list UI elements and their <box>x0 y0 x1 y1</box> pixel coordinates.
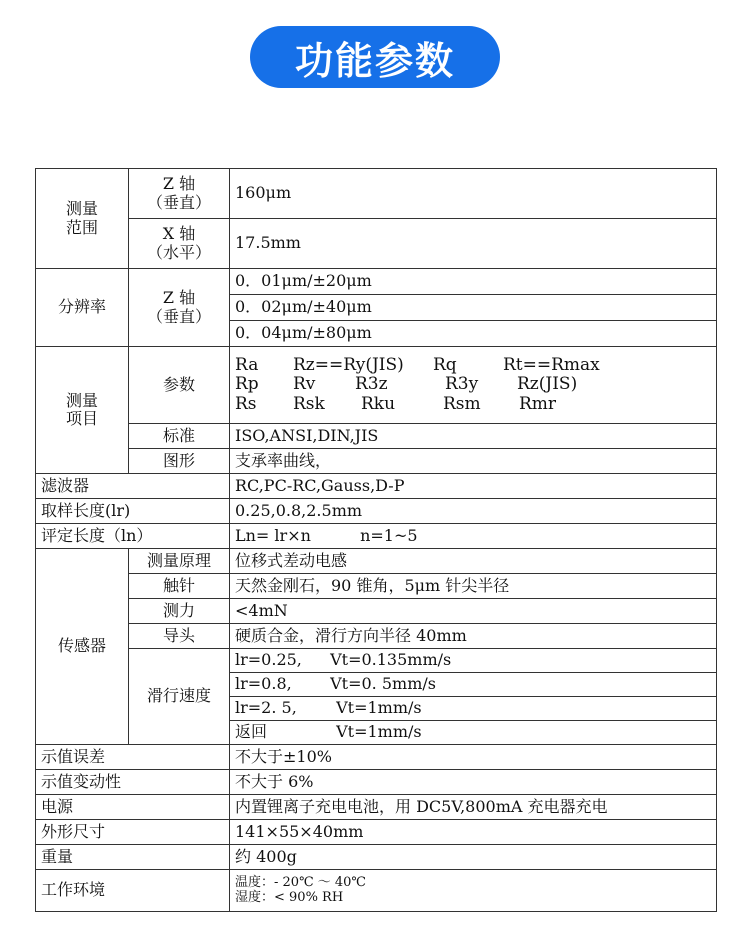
resolution-value: 0．02μm/±40μm <box>230 295 717 321</box>
filter-value: RC,PC-RC,Gauss,D-P <box>230 474 717 499</box>
resolution-value: 0．01μm/±20μm <box>230 269 717 295</box>
speed-value: lr=0.8, Vt=0. 5mm/s <box>230 673 717 697</box>
force-label: 测力 <box>129 599 230 624</box>
force-value: <4mN <box>230 599 717 624</box>
sample-length-value: 0.25,0.8,2.5mm <box>230 499 717 524</box>
table-row <box>36 449 717 474</box>
variation-label: 示值变动性 <box>36 770 230 795</box>
weight-value: 约 400g <box>230 845 717 870</box>
range-label: 测量 范围 <box>36 169 129 269</box>
graph-label: 图形 <box>129 449 230 474</box>
x-range-value: 17.5mm <box>230 219 717 269</box>
params-value <box>230 347 717 424</box>
table-row <box>36 599 717 624</box>
guide-value: 硬质合金，滑行方向半径 40mm <box>230 624 717 649</box>
eval-length-formula: Ln= lr×n <box>235 525 311 545</box>
table-row <box>36 219 717 269</box>
table-row <box>36 795 717 820</box>
standard-value: ISO,ANSI,DIN,JIS <box>230 424 717 449</box>
eval-length-value <box>230 524 717 549</box>
speed-value: lr=0.25, Vt=0.135mm/s <box>230 649 717 673</box>
table-row <box>36 269 717 295</box>
sensor-label: 传感器 <box>36 549 129 745</box>
resolution-label: 分辨率 <box>36 269 129 347</box>
variation-value: 不大于 6% <box>230 770 717 795</box>
standard-label: 标准 <box>129 424 230 449</box>
table-row <box>36 347 717 424</box>
table-row <box>36 424 717 449</box>
speed-label: 滑行速度 <box>129 649 230 745</box>
params-row: Rp Rv R3z R3y Rz(JIS) <box>235 374 578 395</box>
params-label: 参数 <box>129 347 230 424</box>
humidity-value: 湿度：< 90% RH <box>235 889 344 905</box>
table-row <box>36 845 717 870</box>
weight-label: 重量 <box>36 845 230 870</box>
table-row <box>36 474 717 499</box>
principle-value: 位移式差动电感 <box>230 549 717 574</box>
table-row <box>36 169 717 219</box>
table-row <box>36 649 717 673</box>
power-value: 内置锂离子充电电池，用 DC5V,800mA 充电器充电 <box>230 795 717 820</box>
environment-value <box>230 870 717 912</box>
spec-table <box>35 168 717 912</box>
table-row <box>36 574 717 599</box>
table-row <box>36 499 717 524</box>
table-row <box>36 524 717 549</box>
power-label: 电源 <box>36 795 230 820</box>
filter-label: 滤波器 <box>36 474 230 499</box>
error-label: 示值误差 <box>36 745 230 770</box>
graph-value: 支承率曲线， <box>230 449 717 474</box>
z-axis-label: Z 轴 （垂直） <box>129 169 230 219</box>
table-row <box>36 820 717 845</box>
x-axis-label: X 轴 （水平） <box>129 219 230 269</box>
temperature-value: 温度：- 20℃ ～ 40℃ <box>235 874 366 890</box>
resolution-value: 0．04μm/±80μm <box>230 321 717 347</box>
table-row <box>36 745 717 770</box>
dimensions-label: 外形尺寸 <box>36 820 230 845</box>
table-row <box>36 870 717 912</box>
resolution-axis-label: Z 轴 （垂直） <box>129 269 230 347</box>
page-title: 功能参数 <box>250 26 500 88</box>
guide-label: 导头 <box>129 624 230 649</box>
table-row <box>36 770 717 795</box>
principle-label: 测量原理 <box>129 549 230 574</box>
eval-length-range: n=1~5 <box>360 525 418 545</box>
error-value: 不大于±10% <box>230 745 717 770</box>
eval-length-label: 评定长度（ln） <box>36 524 230 549</box>
table-row <box>36 549 717 574</box>
environment-label: 工作环境 <box>36 870 230 912</box>
stylus-label: 触针 <box>129 574 230 599</box>
dimensions-value: 141×55×40mm <box>230 820 717 845</box>
speed-value: lr=2. 5, Vt=1mm/s <box>230 697 717 721</box>
measure-items-label: 测量 项目 <box>36 347 129 474</box>
sample-length-label: 取样长度(lr) <box>36 499 230 524</box>
params-row: Ra Rz==Ry(JIS) Rq Rt==Rmax <box>235 354 600 375</box>
z-range-value: 160μm <box>230 169 717 219</box>
table-row <box>36 624 717 649</box>
stylus-value: 天然金刚石，90 锥角，5μm 针尖半径 <box>230 574 717 599</box>
params-row: Rs Rsk Rku Rsm Rmr <box>235 393 557 414</box>
speed-value: 返回 Vt=1mm/s <box>230 721 717 745</box>
